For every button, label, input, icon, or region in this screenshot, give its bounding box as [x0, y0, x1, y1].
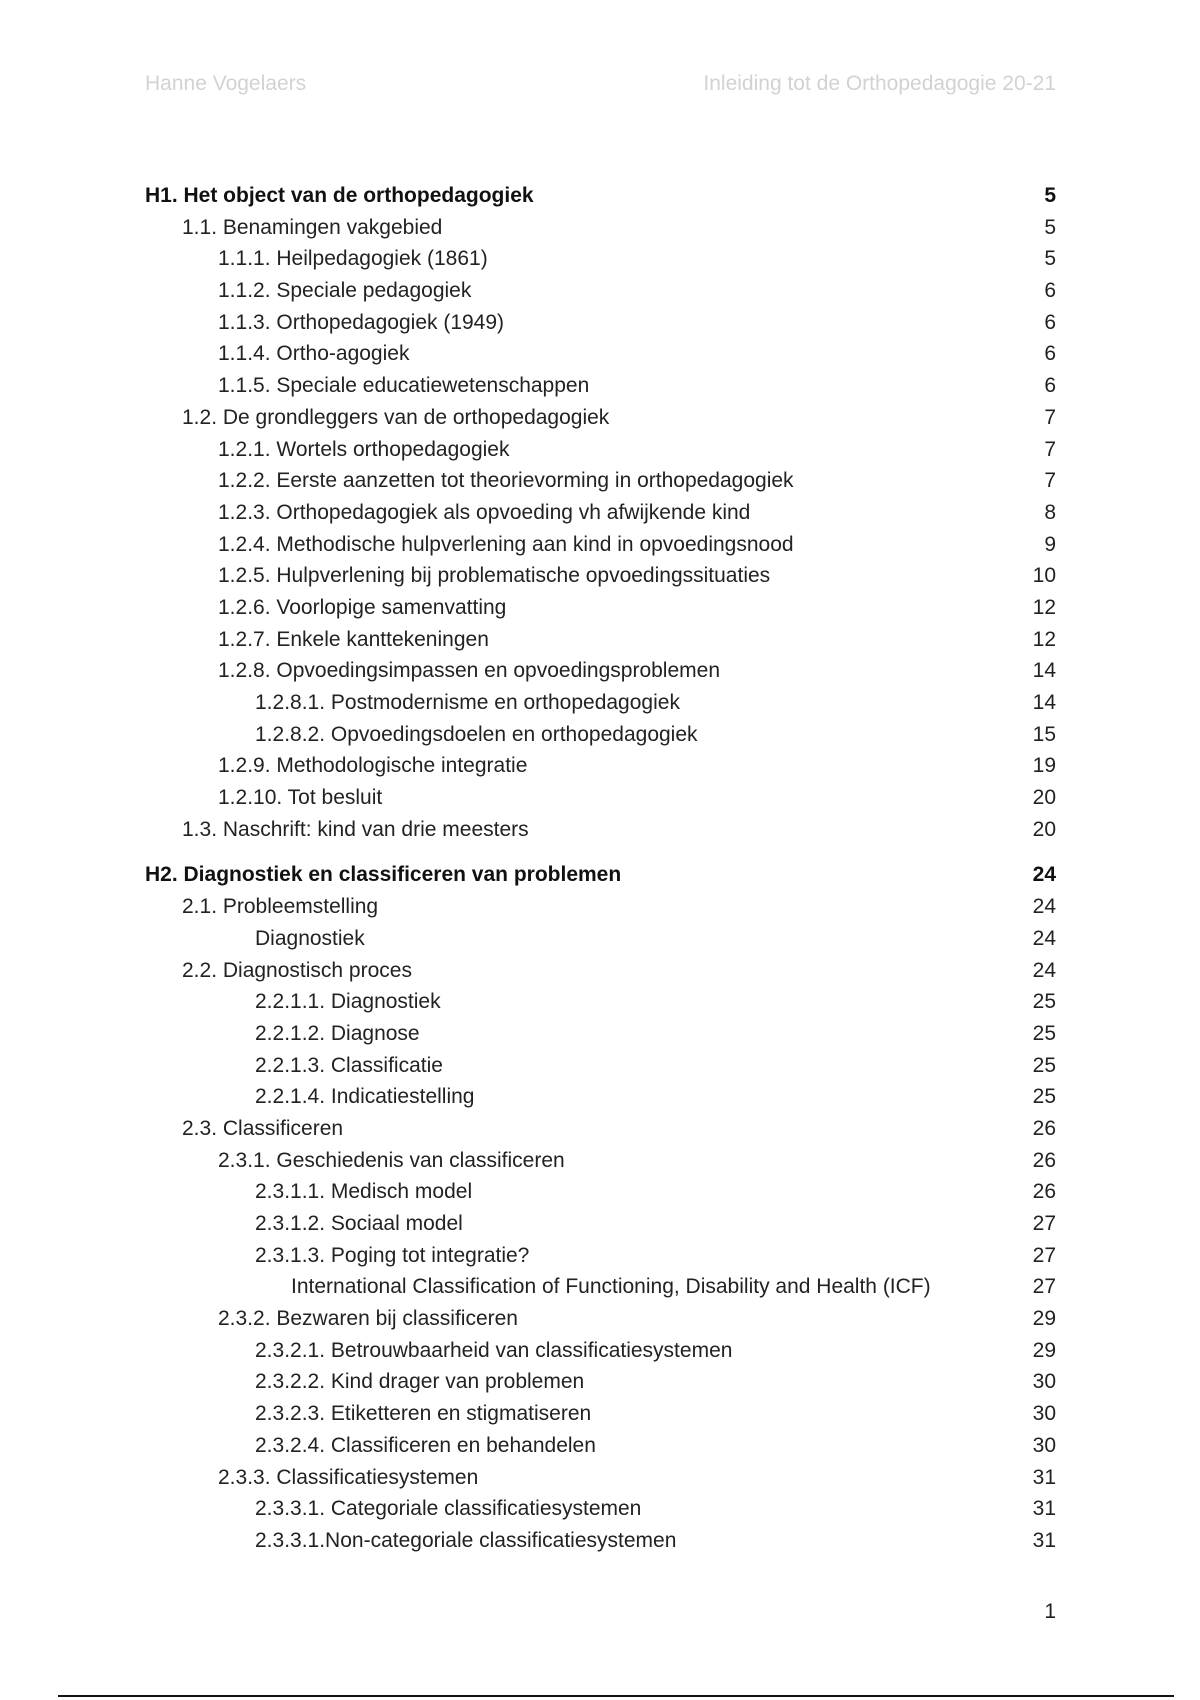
- toc-entry-label: 1.3. Naschrift: kind van drie meesters: [182, 817, 529, 841]
- toc-entry[interactable]: [145, 592, 1056, 624]
- toc-entry-page: 25: [1032, 1021, 1056, 1045]
- toc-entry[interactable]: [145, 402, 1056, 434]
- toc-entry[interactable]: [145, 1335, 1056, 1367]
- toc-entry-label: 2.2.1.2. Diagnose: [255, 1021, 420, 1045]
- toc-entry-label: 1.2.2. Eerste aanzetten tot theorievorming in orthopedagogiek: [218, 469, 794, 493]
- page-header: [145, 72, 1056, 102]
- toc-entry[interactable]: [145, 782, 1056, 814]
- toc-entry-label: 2.3.2. Bezwaren bij classificeren: [218, 1307, 518, 1331]
- toc-entry[interactable]: [145, 529, 1056, 561]
- toc-entry-page: 30: [1032, 1433, 1056, 1457]
- toc-entry-page: 30: [1032, 1370, 1056, 1394]
- toc-entry-page: 7: [1044, 469, 1056, 493]
- header-author: Hanne Vogelaers: [145, 72, 307, 95]
- toc-entry-page: 26: [1032, 1116, 1056, 1140]
- toc-entry-label: 1.2.6. Voorlopige samenvatting: [218, 595, 507, 619]
- toc-entry-page: 12: [1032, 627, 1056, 651]
- toc-entry-label: 2.3.1.2. Sociaal model: [255, 1212, 463, 1235]
- toc-entry-label: 1.2.1. Wortels orthopedagogiek: [218, 437, 510, 461]
- toc-entry[interactable]: [145, 750, 1056, 782]
- toc-entry[interactable]: [145, 497, 1056, 529]
- toc-entry-page: 31: [1032, 1528, 1056, 1552]
- toc-entry-label: 2.2.1.4. Indicatiestelling: [255, 1085, 475, 1109]
- toc-entry-label: 2.3.3. Classificatiesystemen: [218, 1465, 479, 1489]
- toc-entry[interactable]: [145, 1240, 1056, 1272]
- toc-entry[interactable]: [145, 1430, 1056, 1462]
- toc-entry-label: 2.3. Classificeren: [182, 1116, 344, 1140]
- toc-entry-page: 20: [1032, 786, 1056, 810]
- toc-entry[interactable]: [145, 719, 1056, 751]
- toc-entry[interactable]: [145, 1145, 1056, 1177]
- toc-entry-label: 2.3.1.3. Poging tot integratie?: [255, 1243, 530, 1267]
- toc-entry-page: 30: [1032, 1402, 1056, 1426]
- toc-chapter-heading[interactable]: [145, 180, 1056, 212]
- toc-entry-page: 5: [1044, 247, 1056, 271]
- toc-entry-page: 25: [1032, 1053, 1056, 1077]
- toc-entry[interactable]: [145, 923, 1056, 955]
- toc-entry-page: 6: [1044, 310, 1056, 334]
- toc-entry[interactable]: [145, 891, 1056, 923]
- toc-entry-page: 27: [1032, 1275, 1056, 1299]
- toc-entry-label: 2.3.2.1. Betrouwbaarheid van classificatiesystemen: [255, 1338, 733, 1362]
- toc-entry[interactable]: [145, 655, 1056, 687]
- toc-entry-label: 2.3.2.4. Classificeren en behandelen: [255, 1433, 596, 1457]
- toc-entry-label: 2.1. Probleemstelling: [182, 895, 379, 919]
- toc-entry-page: 14: [1032, 659, 1056, 683]
- toc-entry-page: 6: [1044, 374, 1056, 398]
- toc-entry-page: 8: [1044, 500, 1056, 524]
- toc-entry-label: 1.2.8.2. Opvoedingsdoelen en orthopedagogiek: [255, 722, 698, 746]
- toc-entry-label: 1.2.7. Enkele kanttekeningen: [218, 627, 489, 651]
- table-of-contents: [145, 180, 1056, 1557]
- toc-entry-label: 1.2.4. Methodische hulpverlening aan kind in opvoedingsnood: [218, 532, 794, 556]
- toc-entry-page: 7: [1044, 437, 1056, 461]
- toc-entry-page: 24: [1032, 895, 1056, 919]
- toc-entry-page: 6: [1044, 279, 1056, 303]
- toc-entry-page: 25: [1032, 990, 1056, 1014]
- bottom-divider: [58, 1695, 1174, 1697]
- toc-entry-label: 1.2.8. Opvoedingsimpassen en opvoedingsproblemen: [218, 659, 721, 683]
- toc-entry[interactable]: [145, 1176, 1056, 1208]
- toc-entry[interactable]: [145, 307, 1056, 339]
- toc-entry-page: 5: [1044, 184, 1056, 207]
- toc-chapter-heading[interactable]: [145, 859, 1056, 891]
- toc-entry-page: 26: [1032, 1180, 1056, 1204]
- toc-entry[interactable]: [145, 1113, 1056, 1145]
- toc-entry[interactable]: [145, 955, 1056, 987]
- toc-entry-page: 14: [1032, 691, 1056, 714]
- toc-entry[interactable]: [145, 275, 1056, 307]
- toc-chapter: [145, 180, 1056, 845]
- toc-entry-label: 1.2.8.1. Postmodernisme en orthopedagogiek: [255, 691, 680, 714]
- toc-entry-label: 1.2. De grondleggers van de orthopedagogiek: [182, 405, 610, 429]
- toc-entry[interactable]: [145, 1398, 1056, 1430]
- toc-entry[interactable]: [145, 814, 1056, 846]
- toc-chapter: [145, 859, 1056, 1556]
- toc-entry-page: 20: [1032, 817, 1056, 841]
- toc-entry-page: 31: [1032, 1497, 1056, 1521]
- page-number: 1: [1044, 1600, 1056, 1623]
- toc-entry-label: 2.3.3.1. Categoriale classificatiesystemen: [255, 1497, 642, 1521]
- toc-entry[interactable]: [145, 1303, 1056, 1335]
- toc-entry-label: 1.2.3. Orthopedagogiek als opvoeding vh afwijkende kind: [218, 500, 751, 524]
- toc-entry-page: 24: [1032, 958, 1056, 982]
- toc-entry-label: 1.1.4. Ortho-agogiek: [218, 342, 410, 366]
- toc-entry-page: 5: [1044, 215, 1056, 239]
- toc-entry[interactable]: [145, 1462, 1056, 1494]
- toc-entry[interactable]: [145, 434, 1056, 466]
- toc-entry-page: 12: [1032, 595, 1056, 619]
- toc-entry-page: 10: [1032, 564, 1056, 588]
- toc-entry-label: 2.3.1.1. Medisch model: [255, 1180, 473, 1204]
- toc-entry-page: 24: [1032, 863, 1056, 887]
- toc-entry-label: International Classification of Functioning, Disability and Health (ICF): [291, 1275, 931, 1299]
- toc-entry-page: 15: [1032, 722, 1056, 746]
- toc-entry-page: 25: [1032, 1085, 1056, 1109]
- toc-entry-label: 1.2.5. Hulpverlening bij problematische opvoedingssituaties: [218, 564, 771, 588]
- toc-entry[interactable]: [145, 1493, 1056, 1525]
- header-course-title: Inleiding tot de Orthopedagogie 20-21: [703, 72, 1056, 95]
- toc-entry-label: 1.1.5. Speciale educatiewetenschappen: [218, 374, 590, 398]
- toc-entry[interactable]: [145, 212, 1056, 244]
- toc-entry[interactable]: [145, 1050, 1056, 1082]
- toc-entry[interactable]: [145, 560, 1056, 592]
- toc-entry-label: Diagnostiek: [255, 926, 365, 950]
- toc-entry-label: 1.2.9. Methodologische integratie: [218, 754, 528, 778]
- toc-entry[interactable]: [145, 1525, 1056, 1557]
- toc-entry-label: 2.3.1. Geschiedenis van classificeren: [218, 1148, 565, 1172]
- toc-entry-label: 2.2.1.3. Classificatie: [255, 1053, 443, 1077]
- toc-entry-label: 1.1.2. Speciale pedagogiek: [218, 279, 472, 303]
- toc-entry-label: 1.1.3. Orthopedagogiek (1949): [218, 310, 505, 334]
- toc-entry-label: 2.2.1.1. Diagnostiek: [255, 990, 441, 1014]
- toc-entry-label: 2.2. Diagnostisch proces: [182, 958, 412, 982]
- toc-entry-page: 31: [1032, 1465, 1056, 1489]
- toc-entry-label: 1.1.1. Heilpedagogiek (1861): [218, 247, 488, 271]
- toc-entry-page: 29: [1032, 1338, 1056, 1362]
- toc-entry-page: 7: [1044, 405, 1056, 429]
- toc-entry[interactable]: [145, 370, 1056, 402]
- toc-entry-label: 2.3.2.3. Etiketteren en stigmatiseren: [255, 1402, 592, 1426]
- toc-entry-page: 24: [1032, 926, 1056, 950]
- toc-entry-label: 1.2.10. Tot besluit: [218, 786, 383, 810]
- toc-entry[interactable]: [145, 1208, 1056, 1240]
- toc-entry-label: 2.3.3.1.Non-categoriale classificatiesystemen: [255, 1528, 677, 1552]
- toc-entry[interactable]: [145, 465, 1056, 497]
- toc-entry[interactable]: [145, 624, 1056, 656]
- toc-entry-label: 1.1. Benamingen vakgebied: [182, 215, 443, 239]
- toc-entry[interactable]: [145, 1366, 1056, 1398]
- toc-entry[interactable]: [145, 243, 1056, 275]
- toc-entry-label: H2. Diagnostiek en classificeren van problemen: [145, 863, 622, 887]
- toc-entry-page: 26: [1032, 1148, 1056, 1172]
- toc-entry[interactable]: [145, 338, 1056, 370]
- toc-entry-label: H1. Het object van de orthopedagogiek: [145, 184, 534, 207]
- toc-entry[interactable]: [145, 1271, 1056, 1303]
- toc-entry-page: 19: [1032, 754, 1056, 778]
- toc-entry[interactable]: [145, 986, 1056, 1018]
- toc-entry[interactable]: [145, 687, 1056, 719]
- toc-entry-page: 29: [1032, 1307, 1056, 1331]
- toc-entry-page: 6: [1044, 342, 1056, 366]
- toc-entry-label: 2.3.2.2. Kind drager van problemen: [255, 1370, 585, 1394]
- toc-entry[interactable]: [145, 1018, 1056, 1050]
- toc-entry-page: 27: [1032, 1212, 1056, 1235]
- toc-entry-page: 27: [1032, 1243, 1056, 1267]
- toc-entry[interactable]: [145, 1081, 1056, 1113]
- toc-entry-page: 9: [1044, 532, 1056, 556]
